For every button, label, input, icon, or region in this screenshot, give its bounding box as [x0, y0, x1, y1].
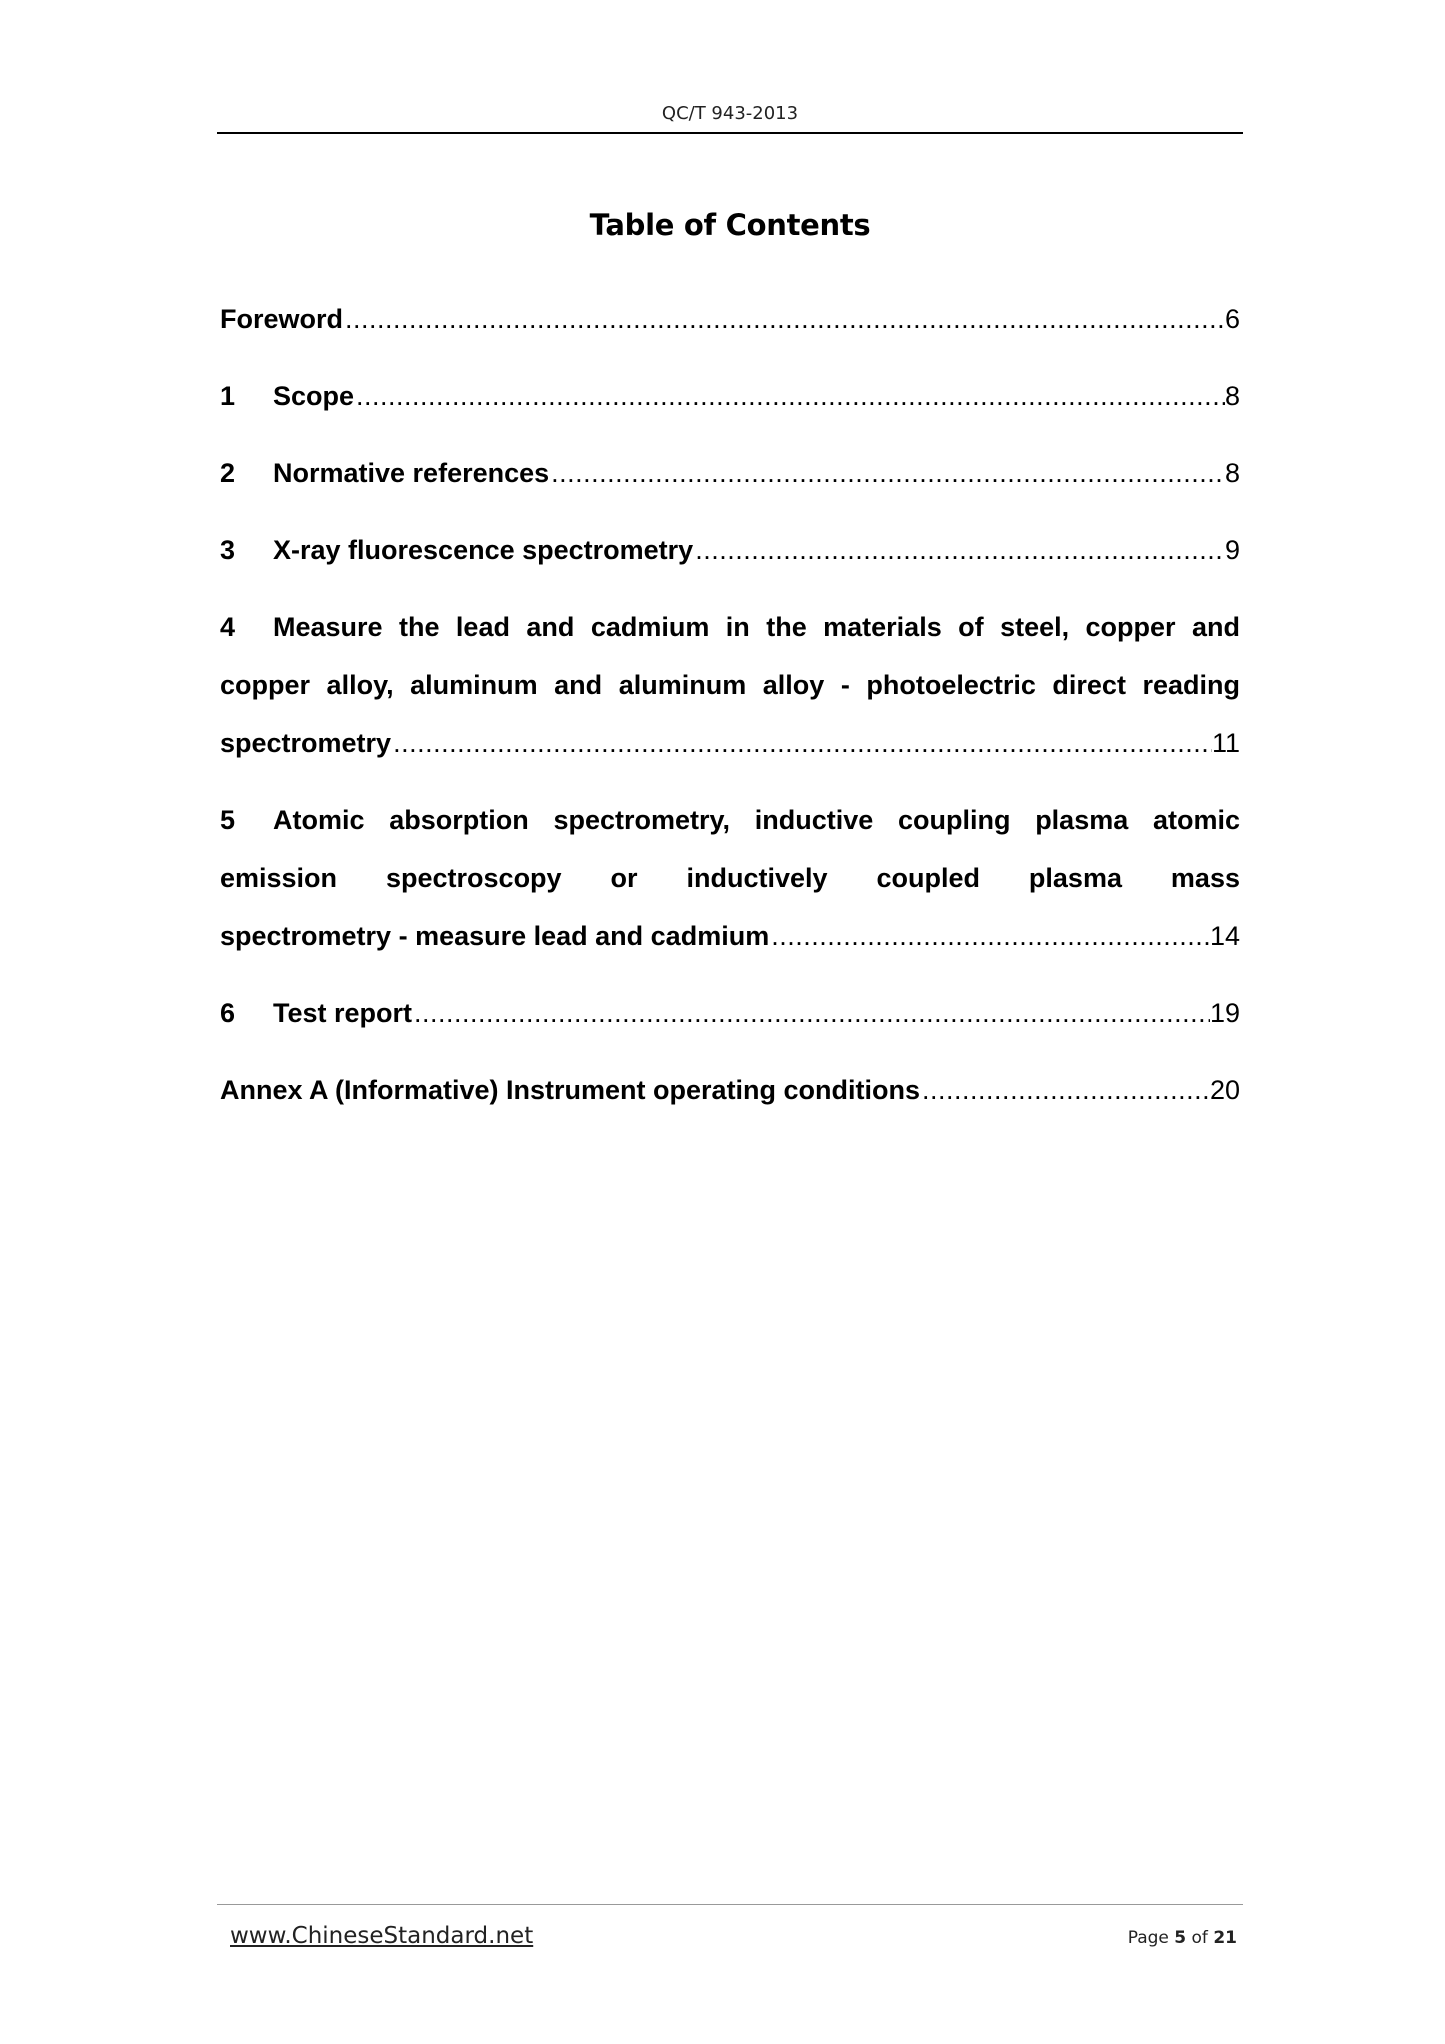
toc-entry-label-line3: spectrometry — [220, 728, 392, 758]
toc-entry-label: X-ray fluorescence spectrometry — [273, 535, 694, 565]
toc-entry-test-report[interactable] — [220, 984, 1240, 1042]
dot-leader — [549, 444, 1225, 502]
footer-rule — [217, 1904, 1243, 1905]
of-word: of — [1191, 1928, 1208, 1948]
toc-page-number: 8 — [1224, 458, 1240, 488]
toc-page-number: 9 — [1224, 535, 1240, 565]
page-current: 5 — [1174, 1928, 1187, 1948]
toc-entry-label-line1: Measure the lead and cadmium in the materials of steel, copper and — [273, 612, 1240, 642]
footer-website-link[interactable]: www.ChineseStandard.net — [230, 1923, 534, 1949]
page-total: 21 — [1213, 1928, 1237, 1948]
running-header: QC/T 943-2013 — [661, 103, 799, 124]
toc-entry-label-line3: spectrometry - measure lead and cadmium — [220, 921, 770, 951]
dot-leader — [693, 521, 1225, 579]
dot-leader — [920, 1061, 1210, 1119]
dot-leader — [769, 907, 1210, 965]
toc-entry-scope[interactable] — [220, 367, 1240, 425]
toc-entry-xrf-spectrometry[interactable] — [220, 521, 1240, 579]
toc-entry-number: 6 — [220, 998, 236, 1028]
dot-leader — [412, 984, 1210, 1042]
dot-leader — [343, 290, 1225, 348]
toc-entry-label: Normative references — [273, 458, 550, 488]
toc-entry-number: 4 — [220, 612, 236, 642]
toc-entry-photoelectric-spectrometry[interactable] — [220, 598, 1240, 772]
page-title: Table of Contents — [589, 208, 871, 242]
toc-entry-label: Foreword — [220, 304, 344, 334]
toc-entry-label: Test report — [273, 998, 413, 1028]
toc-page-number: 14 — [1209, 921, 1240, 951]
toc-entry-number: 1 — [220, 381, 236, 411]
toc-entry-annex-a[interactable] — [220, 1061, 1240, 1119]
header-rule — [217, 132, 1243, 134]
toc-entry-normative-references[interactable] — [220, 444, 1240, 502]
toc-entry-label-line2: emission spectroscopy or inductively coupled plasma mass — [220, 863, 1240, 893]
table-of-contents — [220, 290, 1240, 1138]
dot-leader — [391, 714, 1212, 772]
toc-entry-label: Annex A (Informative) Instrument operating conditions — [220, 1075, 921, 1105]
toc-page-number: 11 — [1211, 728, 1240, 758]
toc-page-number: 8 — [1224, 381, 1240, 411]
toc-entry-number: 2 — [220, 458, 236, 488]
toc-entry-label-line2: copper alloy, aluminum and aluminum alloy - photoelectric direct reading — [220, 670, 1240, 700]
toc-entry-number: 5 — [220, 805, 236, 835]
page-word: Page — [1127, 1928, 1169, 1948]
footer-page-indicator — [1128, 1928, 1237, 1948]
toc-page-number: 6 — [1224, 304, 1240, 334]
dot-leader — [354, 367, 1225, 425]
toc-entry-label-line1: Atomic absorption spectrometry, inductive coupling plasma atomic — [273, 805, 1240, 835]
toc-entry-number: 3 — [220, 535, 236, 565]
toc-entry-label: Scope — [273, 381, 355, 411]
toc-entry-atomic-absorption[interactable] — [220, 791, 1240, 965]
toc-entry-foreword[interactable] — [220, 290, 1240, 348]
toc-page-number: 20 — [1209, 1075, 1240, 1105]
toc-page-number: 19 — [1209, 998, 1240, 1028]
